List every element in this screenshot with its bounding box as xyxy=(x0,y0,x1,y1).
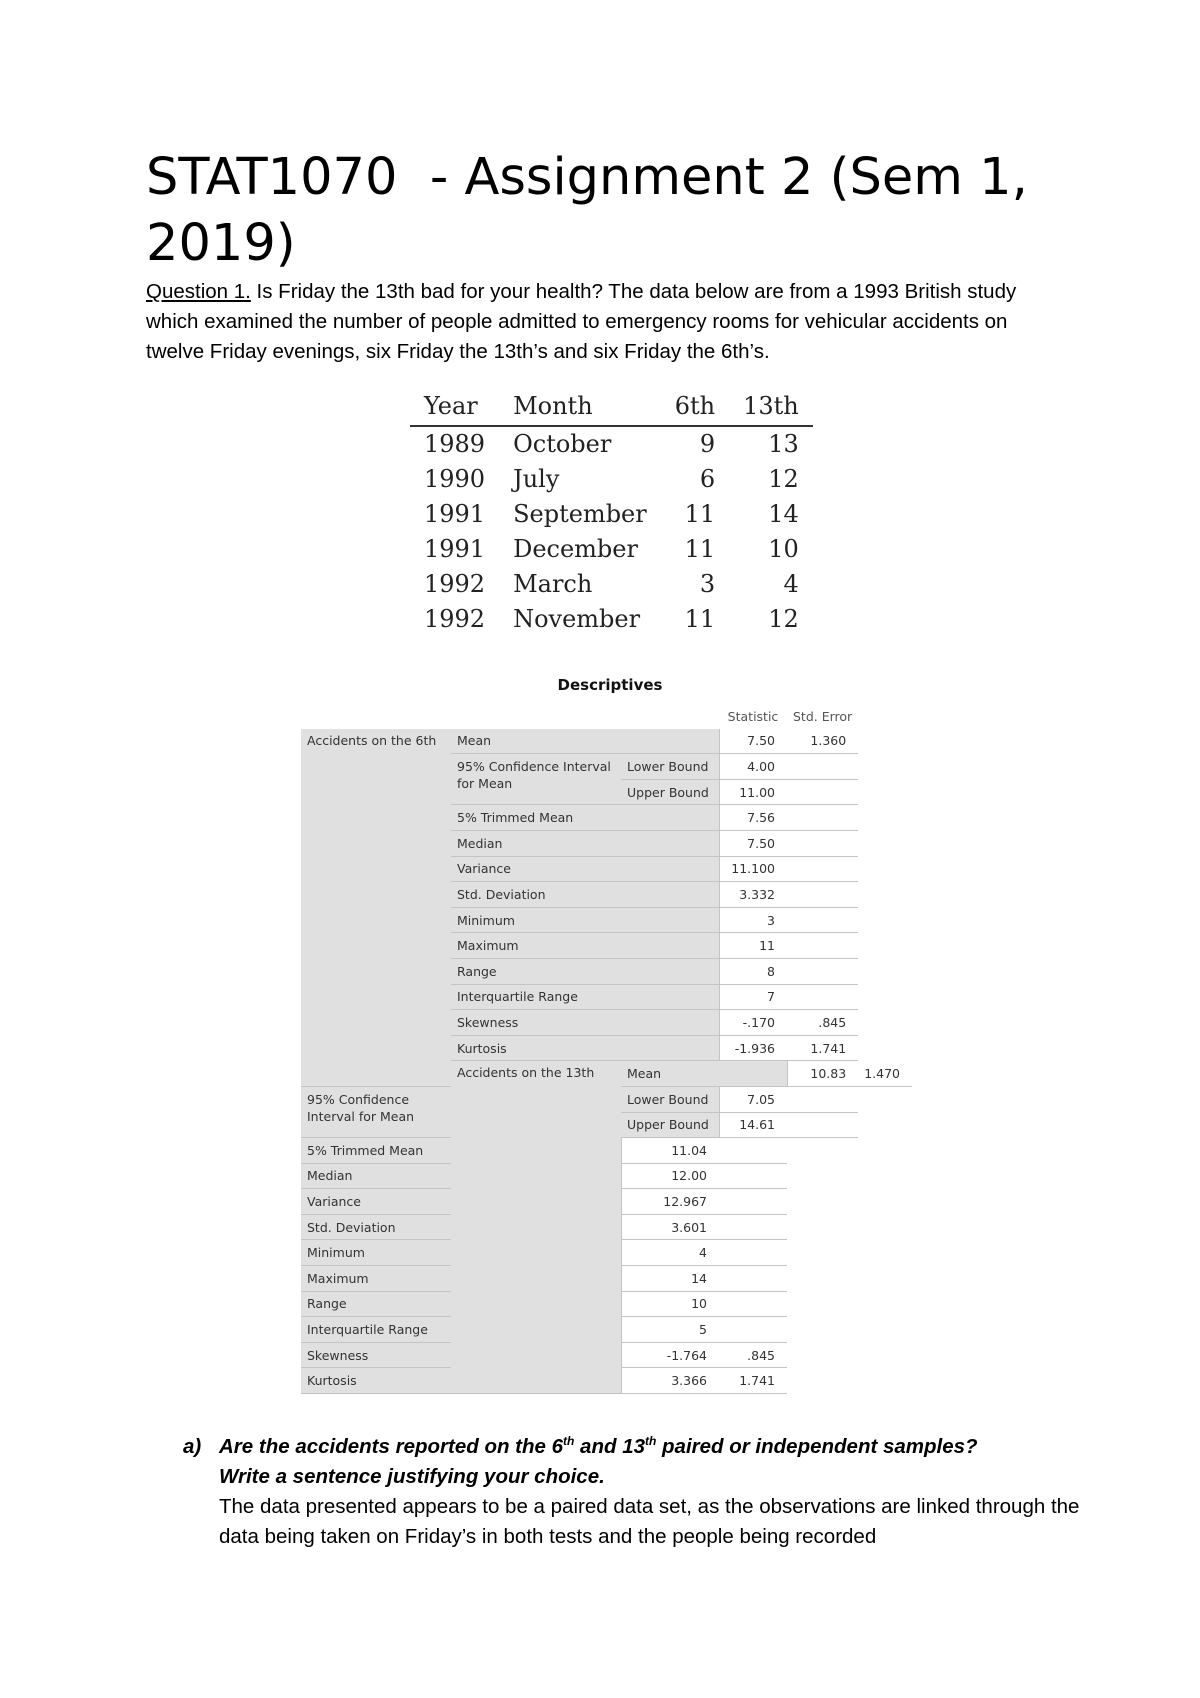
stat-min: 3 xyxy=(719,907,787,933)
table-row xyxy=(301,1189,912,1215)
header-std-error: Std. Error xyxy=(787,704,858,729)
row-label-sd: Std. Deviation xyxy=(451,882,719,908)
cell-6th: 9 xyxy=(699,430,716,458)
question-1 xyxy=(146,277,1046,367)
row-label-upper: Upper Bound xyxy=(621,779,719,805)
data-table-row xyxy=(410,426,813,462)
se-mean: 1.360 xyxy=(787,729,858,754)
data-table-row xyxy=(410,602,813,637)
se-blank xyxy=(787,779,858,805)
header-blank xyxy=(301,704,719,729)
question-1-label: Question 1. xyxy=(146,280,251,303)
cell-6th: 11 xyxy=(684,535,716,563)
cell-13th: 12 xyxy=(768,605,799,633)
se-blank xyxy=(719,1317,787,1343)
se-blank xyxy=(719,1189,787,1215)
row-label-max: Maximum xyxy=(451,933,719,959)
stat-sd: 3.601 xyxy=(621,1214,719,1240)
row-label-variance: Variance xyxy=(451,856,719,882)
cell-13th: 13 xyxy=(768,430,799,458)
se-blank xyxy=(719,1163,787,1189)
se-kurtosis: 1.741 xyxy=(787,1035,858,1061)
row-label-min: Minimum xyxy=(301,1240,621,1266)
stat-sd: 3.332 xyxy=(719,882,787,908)
row-label-median: Median xyxy=(301,1163,621,1189)
row-label-trimmed: 5% Trimmed Mean xyxy=(301,1138,621,1164)
cell-13th: 12 xyxy=(768,465,799,493)
se-blank xyxy=(787,933,858,959)
part-a-body xyxy=(219,1432,1103,1552)
row-label-kurtosis: Kurtosis xyxy=(301,1368,621,1394)
stat-variance: 12.967 xyxy=(621,1189,719,1215)
se-blank xyxy=(787,882,858,908)
header-month: Month xyxy=(499,386,661,426)
row-label-range: Range xyxy=(451,958,719,984)
cell-13th: 4 xyxy=(783,570,799,598)
cell-year: 1990 xyxy=(424,465,486,493)
document-title: STAT1070 - Assignment 2 (Sem 1, 2019) xyxy=(146,148,1045,273)
stat-lower: 7.05 xyxy=(719,1086,787,1112)
table-row xyxy=(301,1163,912,1189)
row-label-lower: Lower Bound xyxy=(621,1086,719,1112)
question-1-text: Is Friday the 13th bad for your health? The data below are from a 1993 British study which examined the number of people admitted to emergency rooms for vehicular accidents on twelve Friday evenings, six Friday the 13th’s and six Friday the 6th’s. xyxy=(146,280,1017,363)
row-label-median: Median xyxy=(451,830,719,856)
stat-variance: 11.100 xyxy=(719,856,787,882)
row-label-sd: Std. Deviation xyxy=(301,1214,621,1240)
row-label-range: Range xyxy=(301,1291,621,1317)
part-a-q1: Are the accidents reported on the 6 xyxy=(219,1435,564,1458)
cell-year: 1992 xyxy=(424,570,486,598)
row-label-ci: 95% Confidence Interval for Mean xyxy=(451,754,621,805)
accident-data-table xyxy=(410,386,813,637)
stat-max: 11 xyxy=(719,933,787,959)
se-blank xyxy=(787,1086,858,1112)
se-blank xyxy=(787,754,858,780)
row-label-trimmed: 5% Trimmed Mean xyxy=(451,805,719,831)
row-label-mean: Mean xyxy=(451,729,719,754)
se-mean: 1.470 xyxy=(858,1061,912,1087)
group-label-13th: Accidents on the 13th xyxy=(451,1061,621,1394)
table-row xyxy=(301,1214,912,1240)
stat-upper: 14.61 xyxy=(719,1112,787,1138)
stat-median: 7.50 xyxy=(719,830,787,856)
row-label-iqr: Interquartile Range xyxy=(301,1317,621,1343)
cell-6th: 6 xyxy=(699,465,716,493)
stat-kurtosis: 3.366 xyxy=(621,1368,719,1394)
part-a-question-line2: Write a sentence justifying your choice. xyxy=(219,1465,605,1488)
cell-6th: 11 xyxy=(684,500,716,528)
descriptives-table xyxy=(301,704,912,1394)
row-label-variance: Variance xyxy=(301,1189,621,1215)
row-label-ci: 95% Confidence Interval for Mean xyxy=(301,1086,451,1137)
cell-month: October xyxy=(513,430,612,458)
data-table-row xyxy=(410,497,813,532)
group-label-6th: Accidents on the 6th xyxy=(301,729,451,1087)
part-a-answer: The data presented appears to be a paired data set, as the observations are linked through the data being taken on Friday’s in both tests and the people being recorded xyxy=(219,1495,1080,1548)
row-label-max: Maximum xyxy=(301,1266,621,1292)
row-label-upper: Upper Bound xyxy=(621,1112,719,1138)
table-row xyxy=(301,1342,912,1368)
se-blank xyxy=(787,984,858,1010)
se-blank xyxy=(787,958,858,984)
data-table-row xyxy=(410,462,813,497)
part-a-sup1: th xyxy=(563,1434,575,1449)
cell-13th: 14 xyxy=(768,500,799,528)
stat-upper: 11.00 xyxy=(719,779,787,805)
stat-skewness: -1.764 xyxy=(621,1342,719,1368)
stat-mean: 7.50 xyxy=(719,729,787,754)
se-skewness: .845 xyxy=(787,1010,858,1036)
table-row xyxy=(301,1240,912,1266)
se-blank xyxy=(719,1291,787,1317)
se-blank xyxy=(787,830,858,856)
cell-year: 1991 xyxy=(424,535,486,563)
table-row xyxy=(301,1317,912,1343)
descriptives-caption: Descriptives xyxy=(557,676,663,694)
cell-month: September xyxy=(513,500,647,528)
stat-kurtosis: -1.936 xyxy=(719,1035,787,1061)
stat-range: 8 xyxy=(719,958,787,984)
stat-lower: 4.00 xyxy=(719,754,787,780)
row-label-skewness: Skewness xyxy=(301,1342,621,1368)
row-label-lower: Lower Bound xyxy=(621,754,719,780)
row-label-min: Minimum xyxy=(451,907,719,933)
header-6th: 6th xyxy=(661,386,729,426)
se-blank xyxy=(787,856,858,882)
part-a-marker: a) xyxy=(183,1435,202,1458)
se-blank xyxy=(719,1214,787,1240)
cell-month: November xyxy=(513,605,641,633)
descriptives-header-row xyxy=(301,704,912,729)
cell-13th: 10 xyxy=(768,535,799,563)
header-year: Year xyxy=(410,386,499,426)
table-row xyxy=(301,729,912,754)
stat-skewness: -.170 xyxy=(719,1010,787,1036)
row-label-iqr: Interquartile Range xyxy=(451,984,719,1010)
cell-6th: 3 xyxy=(699,570,716,598)
cell-year: 1989 xyxy=(424,430,486,458)
part-a-sup2: th xyxy=(645,1434,657,1449)
stat-mean: 10.83 xyxy=(787,1061,858,1087)
part-a-q2: and 13 xyxy=(574,1435,645,1458)
part-a-q3: paired or independent samples? xyxy=(656,1435,978,1458)
cell-month: July xyxy=(513,465,560,493)
stat-range: 10 xyxy=(621,1291,719,1317)
se-skewness: .845 xyxy=(719,1342,787,1368)
se-blank xyxy=(719,1266,787,1292)
table-row xyxy=(301,1291,912,1317)
table-row xyxy=(301,1138,912,1164)
stat-iqr: 7 xyxy=(719,984,787,1010)
se-blank xyxy=(719,1240,787,1266)
stat-median: 12.00 xyxy=(621,1163,719,1189)
cell-6th: 11 xyxy=(684,605,716,633)
table-row xyxy=(301,1266,912,1292)
part-a xyxy=(183,1432,1103,1552)
stat-iqr: 5 xyxy=(621,1317,719,1343)
se-blank xyxy=(787,1112,858,1138)
row-label-kurtosis: Kurtosis xyxy=(451,1035,719,1061)
stat-max: 14 xyxy=(621,1266,719,1292)
part-a-question-line1 xyxy=(219,1432,1103,1462)
se-kurtosis: 1.741 xyxy=(719,1368,787,1394)
stat-min: 4 xyxy=(621,1240,719,1266)
cell-year: 1992 xyxy=(424,605,486,633)
stat-trimmed: 7.56 xyxy=(719,805,787,831)
cell-month: December xyxy=(513,535,638,563)
stat-trimmed: 11.04 xyxy=(621,1138,719,1164)
data-table-header-row xyxy=(410,386,813,426)
cell-year: 1991 xyxy=(424,500,486,528)
row-label-mean: Mean xyxy=(621,1061,787,1087)
data-table-row xyxy=(410,532,813,567)
row-label-skewness: Skewness xyxy=(451,1010,719,1036)
data-table-row xyxy=(410,567,813,602)
table-row xyxy=(301,1368,912,1394)
cell-month: March xyxy=(513,570,593,598)
header-statistic: Statistic xyxy=(719,704,787,729)
header-13th: 13th xyxy=(729,386,813,426)
se-blank xyxy=(787,907,858,933)
se-blank xyxy=(787,805,858,831)
se-blank xyxy=(719,1138,787,1164)
